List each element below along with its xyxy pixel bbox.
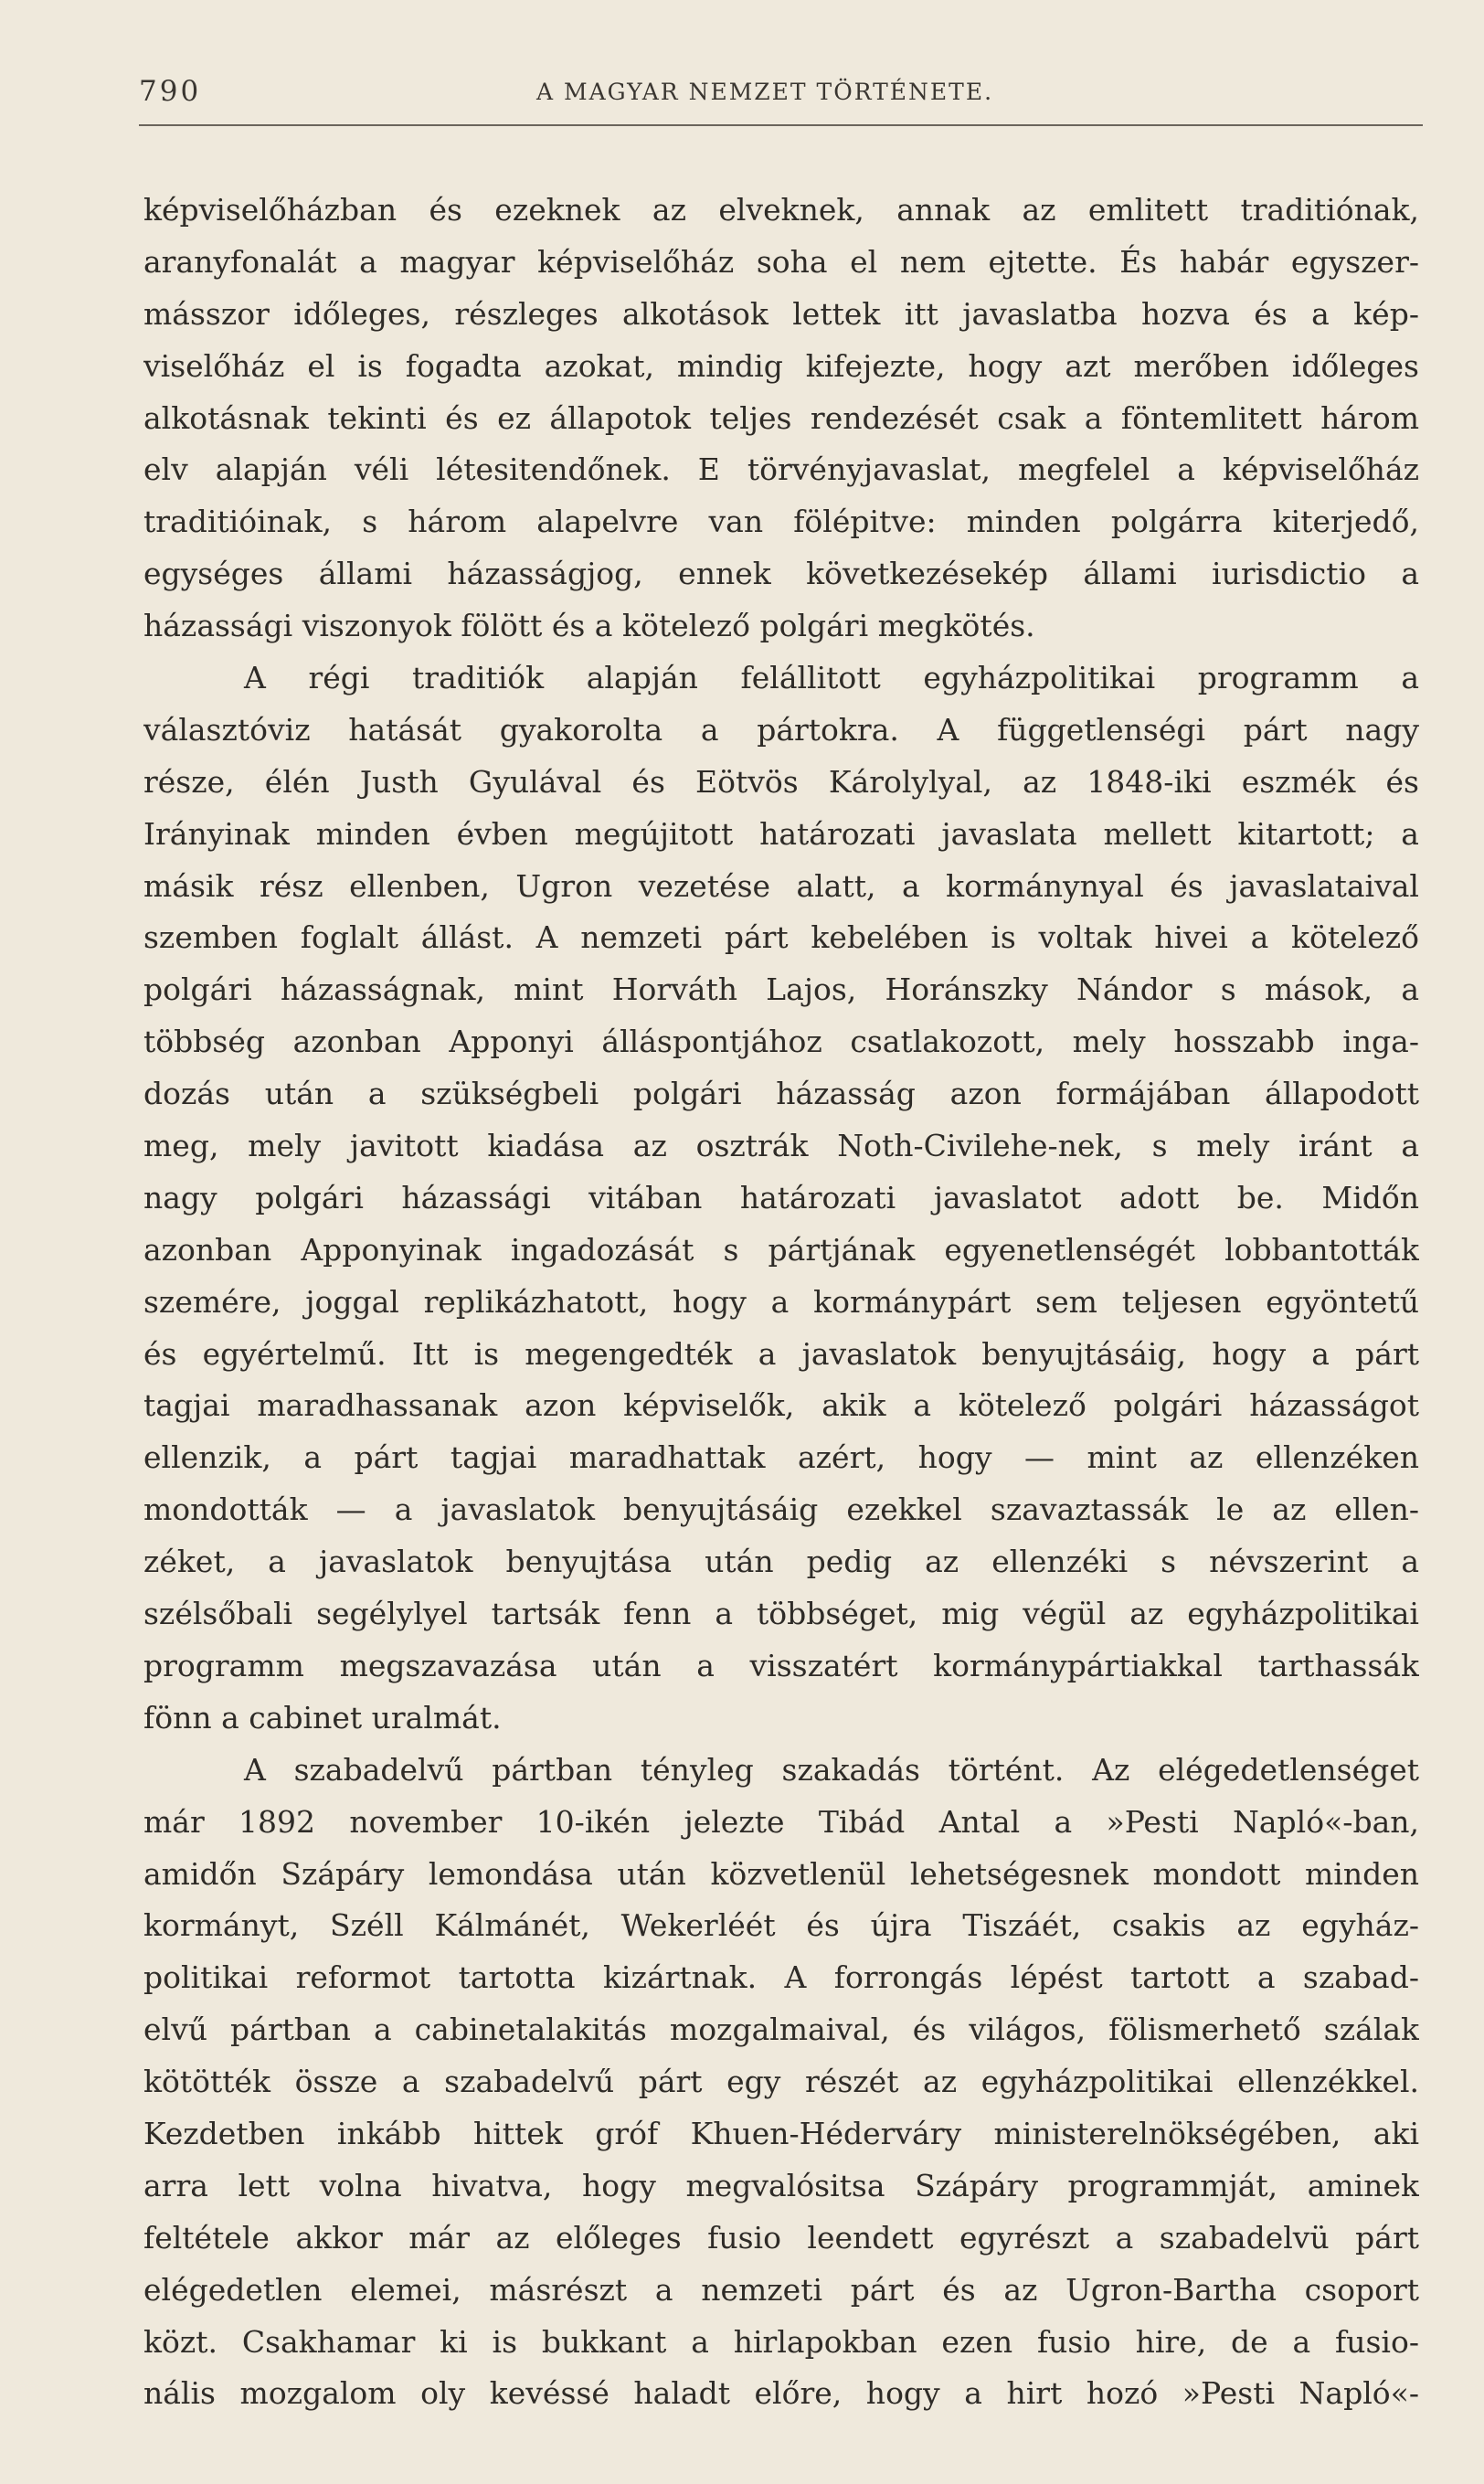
text-line: választóviz hatását gyakorolta a pártokra. A függetlenségi párt nagy: [143, 711, 1419, 748]
text-line: azonban Apponyinak ingadozását s pártjának egyenetlenségét lobbantották: [143, 1231, 1419, 1268]
paragraph-start: A szabadelvű pártban tényleg szakadás történt. Az elégedetlenséget: [244, 1751, 1419, 1788]
paragraph-start: A régi traditiók alapján felállitott egyházpolitikai programm a: [244, 660, 1419, 696]
text-line: meg, mely javitott kiadása az osztrák Noth-Civilehe-nek, s mely iránt a: [143, 1128, 1419, 1164]
text-line: politikai reformot tartotta kizártnak. A forrongás lépést tartott a szabad-: [143, 1959, 1419, 1996]
text-line: feltétele akkor már az előleges fusio leendett egyrészt a szabadelvü párt: [143, 2219, 1419, 2256]
text-line: elvű pártban a cabinetalakitás mozgalmaival, és világos, fölismerhető szálak: [143, 2012, 1419, 2048]
running-title: A MAGYAR NEMZET TÖRTÉNETE.: [536, 79, 994, 105]
text-line: alkotásnak tekinti és ez állapotok teljes rendezését csak a föntemlitett három: [143, 399, 1419, 436]
text-line: amidőn Szápáry lemondása után közvetlenül lehetségesnek mondott minden: [143, 1855, 1419, 1892]
page-number: 790: [139, 75, 202, 108]
header-rule: [139, 124, 1423, 126]
text-line: kötötték össze a szabadelvű párt egy részét az egyházpolitikai ellenzékkel.: [143, 2064, 1419, 2100]
body-text: [143, 185, 1419, 2420]
text-line: elv alapján véli létesitendőnek. E törvényjavaslat, megfelel a képviselőház: [143, 451, 1419, 488]
text-line: aranyfonalát a magyar képviselőház soha el nem ejtette. És habár egyszer-: [143, 243, 1419, 280]
text-line: házassági viszonyok fölött és a kötelező polgári megkötés.: [143, 608, 1035, 644]
text-line: viselőház el is fogadta azokat, mindig kifejezte, hogy azt merőben időleges: [143, 347, 1419, 384]
text-line: traditióinak, s három alapelvre van fölépitve: minden polgárra kiterjedő,: [143, 504, 1419, 540]
page-header: [139, 75, 1423, 111]
text-line: tagjai maradhassanak azon képviselők, akik a kötelező polgári házasságot: [143, 1387, 1419, 1424]
text-line: többség azonban Apponyi álláspontjához csatlakozott, mely hosszabb inga-: [143, 1024, 1419, 1060]
text-line: nális mozgalom oly kevéssé haladt előre, hogy a hirt hozó »Pesti Napló«-: [143, 2375, 1419, 2412]
text-line: másik rész ellenben, Ugron vezetése alatt, a kormánynyal és javaslataival: [143, 867, 1419, 904]
text-line: ellenzik, a párt tagjai maradhattak azért, hogy — mint az ellenzéken: [143, 1439, 1419, 1476]
text-line: képviselőházban és ezeknek az elveknek, annak az emlitett traditiónak,: [143, 192, 1419, 228]
text-line: kormányt, Széll Kálmánét, Wekerléét és újra Tiszáét, csakis az egyház-: [143, 1907, 1419, 1944]
text-line: nagy polgári házassági vitában határozati javaslatot adott be. Midőn: [143, 1179, 1419, 1215]
text-line: másszor időleges, részleges alkotások lettek itt javaslatba hozva és a kép-: [143, 295, 1419, 332]
text-line: szélsőbali segélylyel tartsák fenn a többséget, mig végül az egyházpolitikai: [143, 1596, 1419, 1632]
text-line: része, élén Justh Gyulával és Eötvös Károlylyal, az 1848-iki eszmék és: [143, 763, 1419, 800]
text-line: elégedetlen elemei, másrészt a nemzeti párt és az Ugron-Bartha csoport: [143, 2271, 1419, 2308]
text-line: közt. Csakhamar ki is bukkant a hirlapokban ezen fusio hire, de a fusio-: [143, 2323, 1419, 2360]
text-line: mondották — a javaslatok benyujtásáig ezekkel szavaztassák le az ellen-: [143, 1491, 1419, 1528]
text-line: már 1892 november 10-ikén jelezte Tibád Antal a »Pesti Napló«-ban,: [143, 1803, 1419, 1840]
text-line: polgári házasságnak, mint Horváth Lajos, Horánszky Nándor s mások, a: [143, 971, 1419, 1008]
text-line: Kezdetben inkább hittek gróf Khuen-Héderváry ministerelnökségében, aki: [143, 2115, 1419, 2151]
text-line: dozás után a szükségbeli polgári házasság azon formájában állapodott: [143, 1076, 1419, 1112]
text-line: programm megszavazása után a visszatért kormánypártiakkal tarthassák: [143, 1647, 1419, 1683]
text-line: szemére, joggal replikázhatott, hogy a kormánypárt sem teljesen egyöntetű: [143, 1283, 1419, 1320]
text-line: Irányinak minden évben megújitott határozati javaslata mellett kitartott; a: [143, 815, 1419, 852]
text-line: szemben foglalt állást. A nemzeti párt kebelében is voltak hivei a kötelező: [143, 919, 1419, 956]
text-line: zéket, a javaslatok benyujtása után pedig az ellenzéki s névszerint a: [143, 1544, 1419, 1580]
text-line: és egyértelmű. Itt is megengedték a javaslatok benyujtásáig, hogy a párt: [143, 1335, 1419, 1372]
text-line: fönn a cabinet uralmát.: [143, 1699, 502, 1736]
text-line: arra lett volna hivatva, hogy megvalósitsa Szápáry programmját, aminek: [143, 2167, 1419, 2203]
text-line: egységes állami házasságjog, ennek következésekép állami iurisdictio a: [143, 556, 1419, 592]
